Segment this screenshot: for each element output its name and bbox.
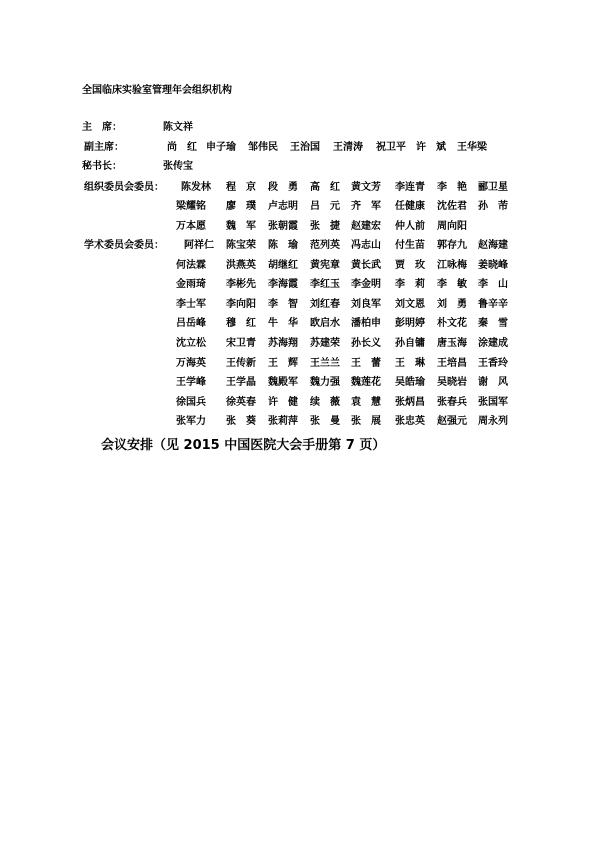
academic-member-name: 朴文花	[437, 318, 467, 329]
vice-chair-name: 王治国	[290, 142, 320, 153]
academic-member-name: 张莉萍	[268, 416, 298, 427]
organizing-member-name: 吕 元	[310, 201, 340, 212]
academic-member-name: 何法霖	[176, 260, 206, 271]
academic-member-name: 王 蕾	[351, 358, 381, 369]
organizing-member-name: 张 捷	[310, 221, 340, 232]
academic-member-name: 江咏梅	[437, 260, 467, 271]
vice-chair-name: 尚 红	[167, 142, 197, 153]
organizing-member-name: 齐 军	[351, 201, 381, 212]
academic-member-name: 苏海翔	[268, 338, 298, 349]
organizing-member-name: 万本愿	[176, 221, 206, 232]
academic-member-name: 王传新	[226, 358, 256, 369]
chair-name: 陈文祥	[163, 122, 193, 133]
academic-member-name: 金雨琦	[176, 279, 206, 290]
academic-member-name: 黄长武	[351, 260, 381, 271]
vice-chair-name: 许 斌	[416, 142, 446, 153]
document-title: 全国临床实验室管理年会组织机构	[82, 85, 232, 96]
academic-member-name: 李 智	[268, 299, 298, 310]
academic-member-name: 张 曼	[310, 416, 340, 427]
academic-member-name: 欧启水	[310, 318, 340, 329]
academic-member-name: 涂建成	[478, 338, 508, 349]
organizing-member-name: 李连青	[395, 182, 425, 193]
secretary-label: 秘书长：	[82, 161, 122, 172]
academic-member-name: 王培昌	[437, 358, 467, 369]
academic-member-name: 吴皓瑜	[395, 377, 425, 388]
academic-member-name: 李海霞	[268, 279, 298, 290]
academic-member-name: 沈立松	[176, 338, 206, 349]
academic-member-name: 彭明婷	[395, 318, 425, 329]
academic-member-name: 张军力	[176, 416, 206, 427]
secretary-name: 张传宝	[163, 161, 193, 172]
organizing-member-name: 沈佐君	[437, 201, 467, 212]
academic-member-name: 黄宪章	[310, 260, 340, 271]
vice-chair-name: 申子瑜	[206, 142, 236, 153]
academic-member-name: 潘柏申	[351, 318, 381, 329]
academic-member-name: 刘文恩	[395, 299, 425, 310]
academic-member-name: 李 莉	[395, 279, 425, 290]
organizing-member-name: 魏 军	[226, 221, 256, 232]
academic-committee-label: 学术委员会委员：	[84, 240, 164, 251]
academic-member-name: 张国军	[478, 397, 508, 408]
academic-member-name: 张炳昌	[395, 397, 425, 408]
academic-member-name: 吕岳峰	[176, 318, 206, 329]
academic-member-name: 刘红春	[310, 299, 340, 310]
academic-member-name: 徐国兵	[176, 397, 206, 408]
meeting-arrangement-note: 会议安排（见 2015 中国医院大会手册第 7 页）	[101, 438, 386, 453]
academic-member-name: 付生苗	[395, 240, 425, 251]
academic-member-name: 李金明	[351, 279, 381, 290]
organizing-member-name: 赵建宏	[351, 221, 381, 232]
organizing-member-name: 梁耀铭	[176, 201, 206, 212]
vice-chair-name: 祝卫平	[376, 142, 406, 153]
organizing-member-name: 廖 璞	[226, 201, 256, 212]
organizing-member-name: 任健康	[395, 201, 425, 212]
organizing-member-name: 程 京	[226, 182, 256, 193]
academic-member-name: 李彬先	[226, 279, 256, 290]
organizing-member-name: 高 红	[310, 182, 340, 193]
academic-member-name: 李士军	[176, 299, 206, 310]
organizing-member-name: 段 勇	[268, 182, 298, 193]
academic-member-name: 吴晓岩	[437, 377, 467, 388]
chair-label: 主 席：	[82, 122, 122, 133]
organizing-member-name: 周向阳	[437, 221, 467, 232]
vice-chair-label: 副主席：	[84, 142, 124, 153]
academic-member-name: 王 琳	[395, 358, 425, 369]
organizing-committee-label: 组织委员会委员：	[84, 182, 164, 193]
organizing-member-name: 李 艳	[437, 182, 467, 193]
academic-member-name: 刘 勇	[437, 299, 467, 310]
academic-member-name: 续 薇	[310, 397, 340, 408]
academic-member-name: 王学峰	[176, 377, 206, 388]
academic-member-name: 鲁辛辛	[478, 299, 508, 310]
academic-member-name: 张 展	[351, 416, 381, 427]
academic-member-name: 李 山	[478, 279, 508, 290]
academic-member-name: 张 葵	[226, 416, 256, 427]
organizing-member-name: 陈发林	[181, 182, 211, 193]
academic-member-name: 胡继红	[268, 260, 298, 271]
organizing-member-name: 卢志明	[268, 201, 298, 212]
academic-member-name: 洪燕英	[226, 260, 256, 271]
organizing-member-name: 黄文芳	[351, 182, 381, 193]
academic-member-name: 魏力强	[310, 377, 340, 388]
academic-member-name: 孙自镛	[395, 338, 425, 349]
academic-member-name: 许 健	[268, 397, 298, 408]
academic-member-name: 魏殿军	[268, 377, 298, 388]
academic-member-name: 陈宝荣	[226, 240, 256, 251]
academic-member-name: 谢 风	[478, 377, 508, 388]
academic-member-name: 张忠英	[395, 416, 425, 427]
academic-member-name: 魏莲花	[351, 377, 381, 388]
academic-member-name: 唐玉海	[437, 338, 467, 349]
academic-member-name: 王 辉	[268, 358, 298, 369]
academic-member-name: 秦 雪	[478, 318, 508, 329]
academic-member-name: 穆 红	[226, 318, 256, 329]
academic-member-name: 王香玲	[478, 358, 508, 369]
academic-member-name: 徐英春	[226, 397, 256, 408]
academic-member-name: 宋卫青	[226, 338, 256, 349]
academic-member-name: 郭存九	[437, 240, 467, 251]
academic-member-name: 苏建荣	[310, 338, 340, 349]
academic-member-name: 李红玉	[310, 279, 340, 290]
academic-member-name: 周永列	[478, 416, 508, 427]
organizing-member-name: 孙 芾	[478, 201, 508, 212]
academic-member-name: 万海英	[176, 358, 206, 369]
organizing-member-name: 郦卫星	[478, 182, 508, 193]
academic-member-name: 阿祥仁	[184, 240, 214, 251]
academic-member-name: 孙长义	[351, 338, 381, 349]
academic-member-name: 李向阳	[226, 299, 256, 310]
academic-member-name: 贾 玫	[395, 260, 425, 271]
academic-member-name: 张春兵	[437, 397, 467, 408]
academic-member-name: 王学晶	[226, 377, 256, 388]
vice-chair-name: 邹伟民	[248, 142, 278, 153]
academic-member-name: 范列英	[310, 240, 340, 251]
organizing-member-name: 张朝霞	[268, 221, 298, 232]
academic-member-name: 牛 华	[268, 318, 298, 329]
organizing-member-name: 仲人前	[395, 221, 425, 232]
academic-member-name: 王兰兰	[310, 358, 340, 369]
academic-member-name: 袁 慧	[351, 397, 381, 408]
academic-member-name: 陈 瑜	[268, 240, 298, 251]
academic-member-name: 赵海建	[478, 240, 508, 251]
academic-member-name: 刘良军	[351, 299, 381, 310]
academic-member-name: 冯志山	[351, 240, 381, 251]
academic-member-name: 李 敏	[437, 279, 467, 290]
academic-member-name: 姜晓峰	[478, 260, 508, 271]
vice-chair-name: 王清涛	[333, 142, 363, 153]
academic-member-name: 赵强元	[437, 416, 467, 427]
vice-chair-name: 王华梁	[457, 142, 487, 153]
